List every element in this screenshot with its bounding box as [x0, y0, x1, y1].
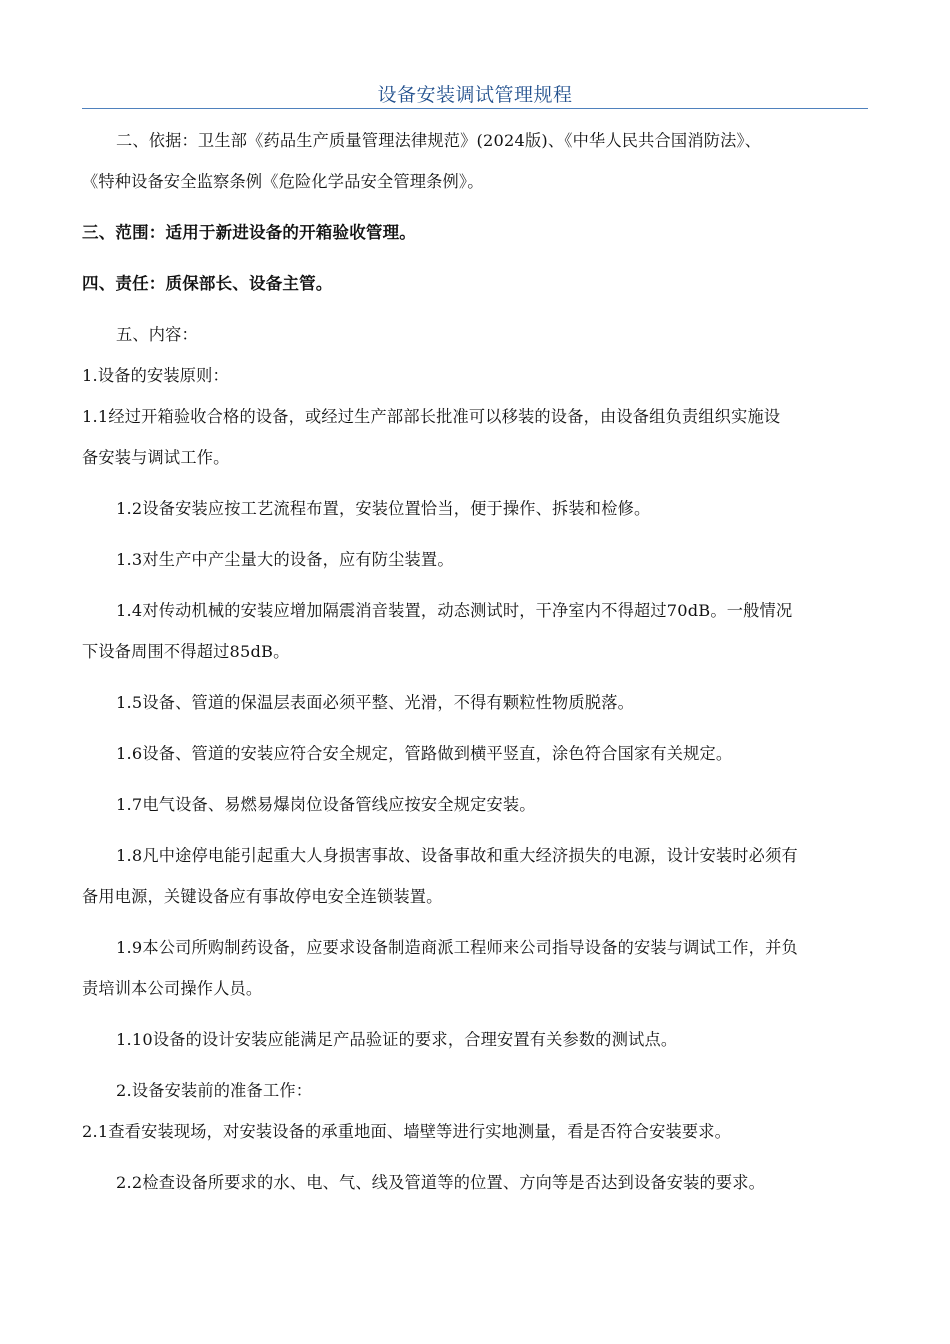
paragraph-line: 五、内容： [116, 325, 198, 344]
paragraph-line: 备用电源，关键设备应有事故停电安全连锁装置。 [82, 887, 443, 906]
paragraph-line: 1.8凡中途停电能引起重大人身损害事故、设备事故和重大经济损失的电源，设计安装时必须有 [116, 846, 798, 865]
paragraph-line: 备安装与调试工作。 [82, 448, 230, 467]
paragraph-line: 1.3对生产中产尘量大的设备，应有防尘装置。 [116, 550, 454, 569]
paragraph-line: 1.6设备、管道的安装应符合安全规定，管路做到横平竖直，涂色符合国家有关规定。 [116, 744, 733, 763]
paragraph-line: 四、责任：质保部长、设备主管。 [82, 274, 333, 293]
paragraph-line: 1.5设备、管道的保温层表面必须平整、光滑，不得有颗粒性物质脱落。 [116, 693, 634, 712]
paragraph-line: 2.设备安装前的准备工作： [116, 1081, 313, 1100]
paragraph-line: 2.2检查设备所要求的水、电、气、线及管道等的位置、方向等是否达到设备安装的要求。 [116, 1173, 766, 1192]
paragraph-line: 1.设备的安装原则： [82, 366, 229, 385]
paragraph-line: 二、依据：卫生部《药品生产质量管理法律规范》(2024版)、《中华人民共合国消防法》、 [116, 131, 762, 150]
paragraph-line: 下设备周围不得超过85dB。 [82, 642, 290, 661]
paragraph-line: 1.7电气设备、易燃易爆岗位设备管线应按安全规定安装。 [116, 795, 536, 814]
paragraph-line: 责培训本公司操作人员。 [82, 979, 263, 998]
paragraph-line: 《特种设备安全监察条例《危险化学品安全管理条例》。 [82, 172, 484, 191]
document-body [82, 120, 872, 1203]
paragraph-line: 三、范围：适用于新进设备的开箱验收管理。 [82, 223, 416, 242]
paragraph-line: 2.1查看安装现场，对安装设备的承重地面、墙壁等进行实地测量，看是否符合安装要求。 [82, 1122, 732, 1141]
paragraph-line: 1.4对传动机械的安装应增加隔震消音装置，动态测试时，干净室内不得超过70dB。一般情况 [116, 601, 793, 620]
paragraph-line: 1.1经过开箱验收合格的设备，或经过生产部部长批准可以移装的设备，由设备组负责组织实施设 [82, 407, 781, 426]
paragraph-line: 1.9本公司所购制药设备，应要求设备制造商派工程师来公司指导设备的安装与调试工作，并负 [116, 938, 798, 957]
paragraph-line: 1.2设备安装应按工艺流程布置，安装位置恰当，便于操作、拆装和检修。 [116, 499, 651, 518]
page-header [82, 82, 868, 109]
paragraph-line: 1.10设备的设计安装应能满足产品验证的要求，合理安置有关参数的测试点。 [116, 1030, 678, 1049]
document-title: 设备安装调试管理规程 [377, 84, 573, 106]
